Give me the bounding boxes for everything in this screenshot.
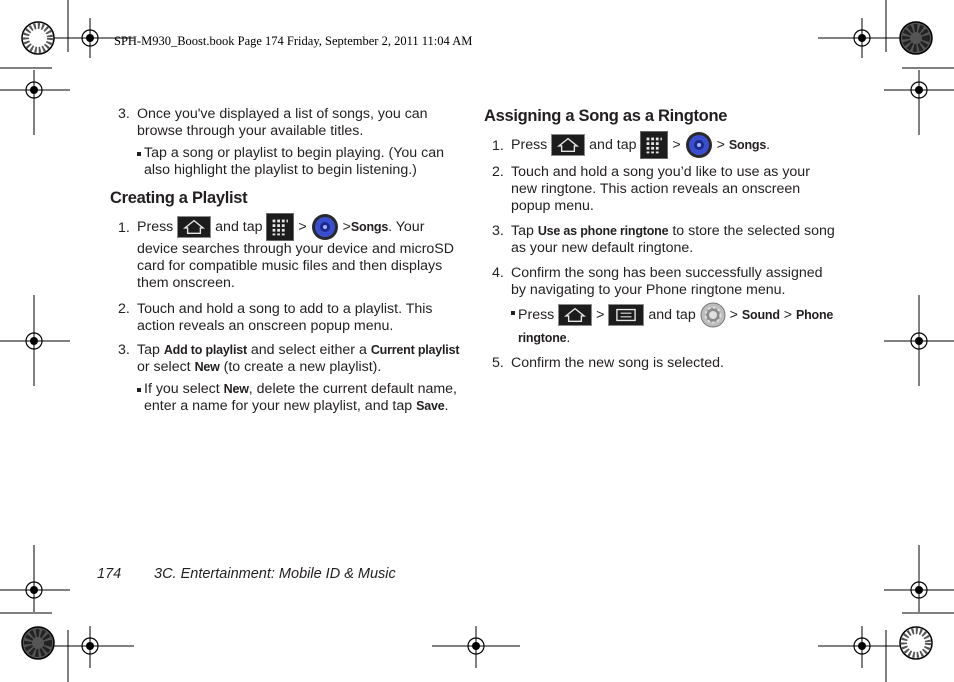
- step-3-use-as-ringtone: [484, 223, 836, 257]
- arrow-separator: >: [729, 306, 738, 323]
- bullet-square: [137, 152, 141, 156]
- step-text: and select either a: [250, 342, 367, 358]
- step-text: .: [766, 136, 771, 153]
- step-4-confirm-assigned: [484, 265, 836, 299]
- tap-label: Tap: [137, 342, 160, 358]
- section-heading-creating-playlist: Creating a Playlist: [110, 189, 248, 207]
- step-number: 3.: [492, 223, 504, 239]
- music-icon: [685, 131, 713, 159]
- step-1-press: [110, 213, 460, 292]
- home-icon: [551, 134, 585, 156]
- use-as-phone-ringtone-label: Use as phone ringtone: [537, 224, 669, 238]
- step-text: . Your device searches through your device and microSD card for compatible music files and then displays them onscreen.: [137, 218, 455, 291]
- sound-label: Sound: [741, 307, 780, 322]
- and-tap-label: and tap: [215, 218, 263, 235]
- press-label: Press: [518, 306, 555, 323]
- apps-grid-icon: [266, 213, 294, 241]
- step-text: Once you've displayed a list of songs, you can browse through your available titles.: [137, 106, 428, 139]
- step-2-touch-hold: [110, 301, 460, 335]
- arrow-separator: >: [298, 218, 307, 235]
- add-to-playlist-label: Add to playlist: [163, 343, 247, 357]
- new-label: New: [194, 360, 220, 374]
- settings-icon: [700, 302, 726, 328]
- section-heading-assigning-ringtone: Assigning a Song as a Ringtone: [484, 107, 728, 125]
- step-text: Touch and hold a song you’d like to use as your new ringtone. This action reveals an onscreen popup menu.: [511, 164, 810, 214]
- step-text: (to create a new playlist).: [223, 359, 382, 375]
- home-icon: [558, 304, 592, 326]
- step-number: 4.: [492, 265, 504, 281]
- press-label: Press: [137, 218, 174, 235]
- bullet-select-new: [110, 381, 460, 415]
- bullet-tap-song: [110, 145, 460, 179]
- step-1-press: [484, 131, 836, 159]
- press-label: Press: [511, 136, 548, 153]
- arrow-separator: >: [342, 218, 351, 235]
- songs-label: Songs: [728, 137, 767, 152]
- tap-label: Tap: [511, 223, 534, 239]
- arrow-separator: >: [783, 306, 793, 323]
- phone-ringtone-label: Phone ringtone: [518, 307, 834, 345]
- step-text: or select: [137, 359, 191, 375]
- bullet-square: [511, 311, 515, 315]
- page-number: 174: [97, 566, 122, 582]
- step-number: 5.: [492, 355, 504, 371]
- bullet-text: , delete the current default name, enter a name for your new playlist, and tap: [144, 381, 457, 414]
- step-number: 3.: [118, 342, 130, 358]
- step-2-touch-hold: [484, 164, 836, 215]
- step-text: Confirm the new song is selected.: [511, 355, 724, 371]
- bullet-text: .: [566, 330, 571, 346]
- bullet-text: Tap a song or playlist to begin playing. (You can also highlight the playlist to begin listening.): [144, 145, 444, 178]
- and-tap-label: and tap: [648, 306, 696, 323]
- step-text: Confirm the song has been successfully assigned by navigating to your Phone ringtone menu.: [511, 265, 823, 298]
- bullet-text: .: [444, 398, 449, 414]
- apps-grid-icon: [640, 131, 668, 159]
- new-label: New: [223, 382, 249, 396]
- music-icon: [311, 213, 339, 241]
- current-playlist-label: Current playlist: [370, 343, 460, 357]
- bullet-square: [137, 388, 141, 392]
- arrow-separator: >: [672, 136, 681, 153]
- menu-icon: [608, 304, 644, 326]
- save-label: Save: [416, 399, 445, 413]
- step-number: 1.: [118, 220, 130, 236]
- step-5-confirm-selected: [484, 355, 836, 372]
- step-text: Touch and hold a song to add to a playlist. This action reveals an onscreen popup menu.: [137, 301, 433, 334]
- step-number: 2.: [492, 164, 504, 180]
- bullet-text: If you select: [144, 381, 220, 397]
- right-column: [484, 106, 836, 372]
- step-3-browse: [110, 106, 460, 140]
- chapter-title: 3C. Entertainment: Mobile ID & Music: [154, 566, 396, 582]
- step-number: 1.: [492, 138, 504, 154]
- left-column: [110, 106, 460, 415]
- arrow-separator: >: [596, 306, 605, 323]
- print-header: SPH-M930_Boost.book Page 174 Friday, September 2, 2011 11:04 AM: [114, 34, 473, 48]
- step-text: to store the selected song as your new default ringtone.: [511, 223, 835, 256]
- step-number: 2.: [118, 301, 130, 317]
- songs-label: Songs: [350, 219, 389, 234]
- bullet-press-menu: [484, 302, 836, 348]
- home-icon: [177, 216, 211, 238]
- arrow-separator: >: [716, 136, 725, 153]
- and-tap-label: and tap: [589, 136, 637, 153]
- step-3-add-to-playlist: [110, 342, 460, 376]
- step-number: 3.: [118, 106, 130, 122]
